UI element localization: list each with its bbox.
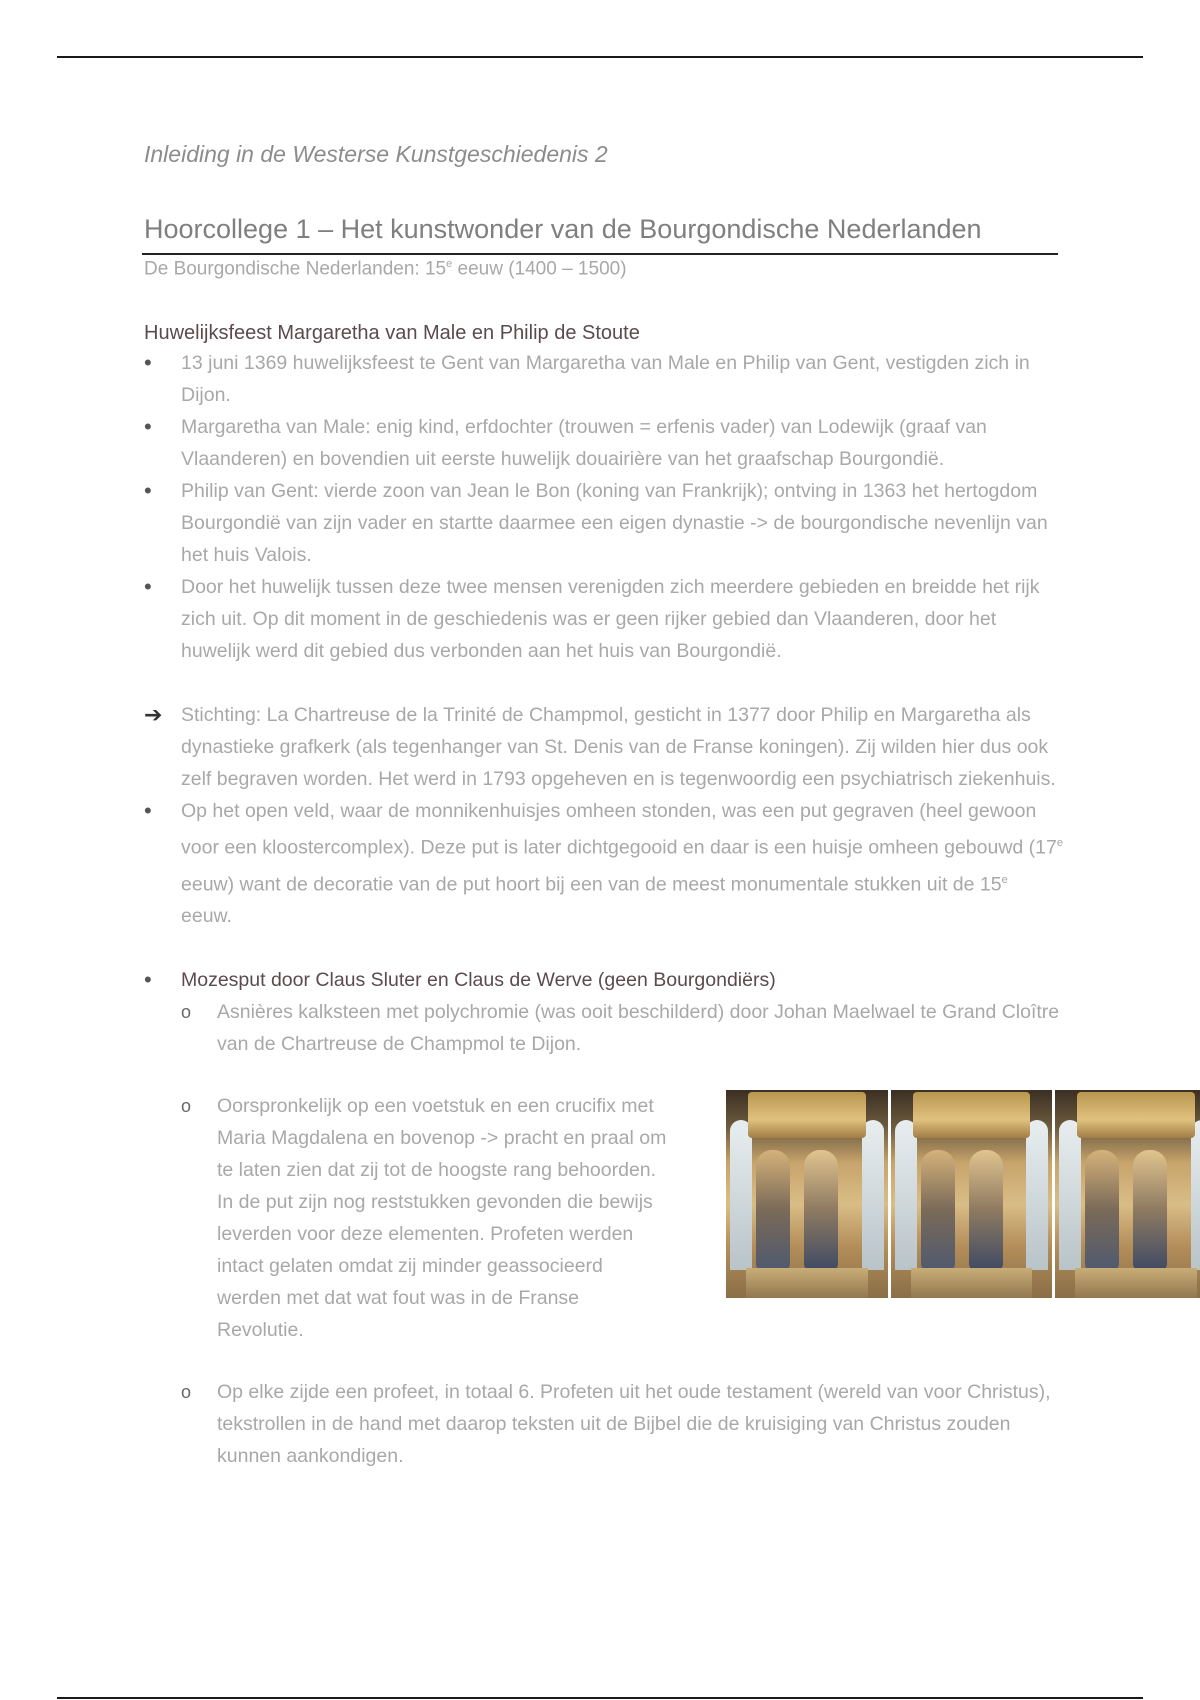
list-item: [144, 475, 1064, 571]
arrow-item: [144, 699, 1064, 795]
circle-bullet-icon: o: [181, 1096, 192, 1116]
list-item-text: 13 juni 1369 huwelijksfeest te Gent van Margaretha van Male en Philip van Gent, vestigden zich in Dijon.: [181, 352, 1030, 406]
photo-panel-2: [891, 1090, 1053, 1298]
put-text-b: eeuw) want de decoratie van de put hoort bij een van de meest monumentale stukken uit de 15: [181, 873, 1002, 895]
mozesput-heading: [144, 964, 1064, 996]
list-item-text: Margaretha van Male: enig kind, erfdochter (trouwen = erfenis vader) van Lodewijk (graaf van Vlaanderen) en bovendien uit eerste huwelijk douairière van het graafschap Bourgondië.: [181, 416, 987, 470]
put-text-a: Op het open veld, waar de monnikenhuisjes omheen stonden, was een put gegraven (heel gewoon voor een kloostercomplex). Deze put is later dichtgegooid en daar is een huisje omheen gebouwd (17: [181, 800, 1057, 859]
bullet-icon: [144, 571, 164, 604]
subtitle: [144, 257, 1064, 282]
list-item: [144, 411, 1064, 475]
arrow-item-text: Stichting: La Chartreuse de la Trinité de Champmol, gesticht in 1377 door Philip en Margaretha als dynastieke grafkerk (als tegenhanger van St. Denis van de Franse koningen). Zij wilden hier dus ook zelf begraven worden. Het werd in 1793 opgeheven en is tegenwoordig een psychiatrisch ziekenhuis.: [181, 704, 1056, 790]
photo-panel-3: [1055, 1090, 1200, 1298]
mozesput-heading-text: Mozesput door Claus Sluter en Claus de Werve (geen Bourgondiërs): [181, 969, 776, 991]
sub-item-with-photo: [181, 1090, 1064, 1346]
bullet-list: [144, 347, 1064, 667]
bullet-icon: [144, 475, 164, 508]
sub-item-text: Oorspronkelijk op een voetstuk en een crucifix met Maria Magdalena en bovenop -> pracht en praal om te laten zien dat zij tot de hoogste rang behoorden. In de put zijn nog reststukken gevonden die bewijs leverden voor deze elementen. Profeten werden intact gelaten omdat zij minder geassocieerd werden met dat wat fout was in de Franse Revolutie.: [217, 1095, 667, 1341]
lecture-title: Hoorcollege 1 – Het kunstwonder van de Bourgondische Nederlanden: [142, 212, 1058, 255]
bullet-icon: [144, 347, 164, 380]
subtitle-sup: e: [446, 257, 453, 270]
mozesput-photo: [726, 1090, 1200, 1298]
sub-list: [144, 996, 1064, 1472]
subtitle-rest: eeuw (1400 – 1500): [452, 258, 627, 280]
sub-item-text: Op elke zijde een profeet, in totaal 6. Profeten uit het oude testament (wereld van voor Christus), tekstrollen in de hand met daarop teksten uit de Bijbel die de kruisiging van Christus zouden kunnen aankondigen.: [217, 1381, 1051, 1467]
photo-panel-1: [726, 1090, 888, 1298]
sub-item: [181, 1090, 667, 1346]
circle-bullet-icon: o: [181, 1002, 192, 1022]
list-item-text: Door het huwelijk tussen deze twee mensen verenigden zich meerdere gebieden en breidde het rijk zich uit. Op dit moment in de geschiedenis was er geen rijker gebied dan Vlaanderen, door het huwelijk werd dit gebied dus verbonden aan het huis van Bourgondië.: [181, 576, 1040, 662]
header-rule: [57, 56, 1143, 58]
footer-rule: [57, 1697, 1143, 1699]
put-item: [144, 795, 1064, 932]
arrow-icon: ➔: [144, 702, 163, 727]
course-title: Inleiding in de Westerse Kunstgeschiedenis 2: [144, 141, 608, 167]
list-item-text: Philip van Gent: vierde zoon van Jean le Bon (koning van Frankrijk); ontving in 1363 het hertogdom Bourgondië van zijn vader en startte daarmee een eigen dynastie -> de bourgondische nevenlijn van het huis Valois.: [181, 480, 1048, 566]
sub-item: [181, 1376, 1064, 1472]
put-sup-1: e: [1056, 837, 1063, 849]
document-page: [144, 140, 1064, 1472]
put-text-c: eeuw.: [181, 905, 232, 927]
section-heading: Huwelijksfeest Margaretha van Male en Philip de Stoute: [144, 322, 640, 344]
list-item: [144, 347, 1064, 411]
subtitle-text: De Bourgondische Nederlanden: 15: [144, 258, 447, 280]
list-item: [144, 571, 1064, 667]
bullet-icon: [144, 411, 164, 444]
sub-item: [181, 996, 1064, 1060]
sub-item-text: Asnières kalksteen met polychromie (was ooit beschilderd) door Johan Maelwael te Grand Cloître van de Chartreuse de Champmol te Dijon.: [217, 1001, 1060, 1055]
bullet-icon: [144, 964, 164, 997]
bullet-icon: [144, 795, 164, 828]
circle-bullet-icon: o: [181, 1382, 192, 1402]
put-sup-2: e: [1001, 873, 1008, 886]
